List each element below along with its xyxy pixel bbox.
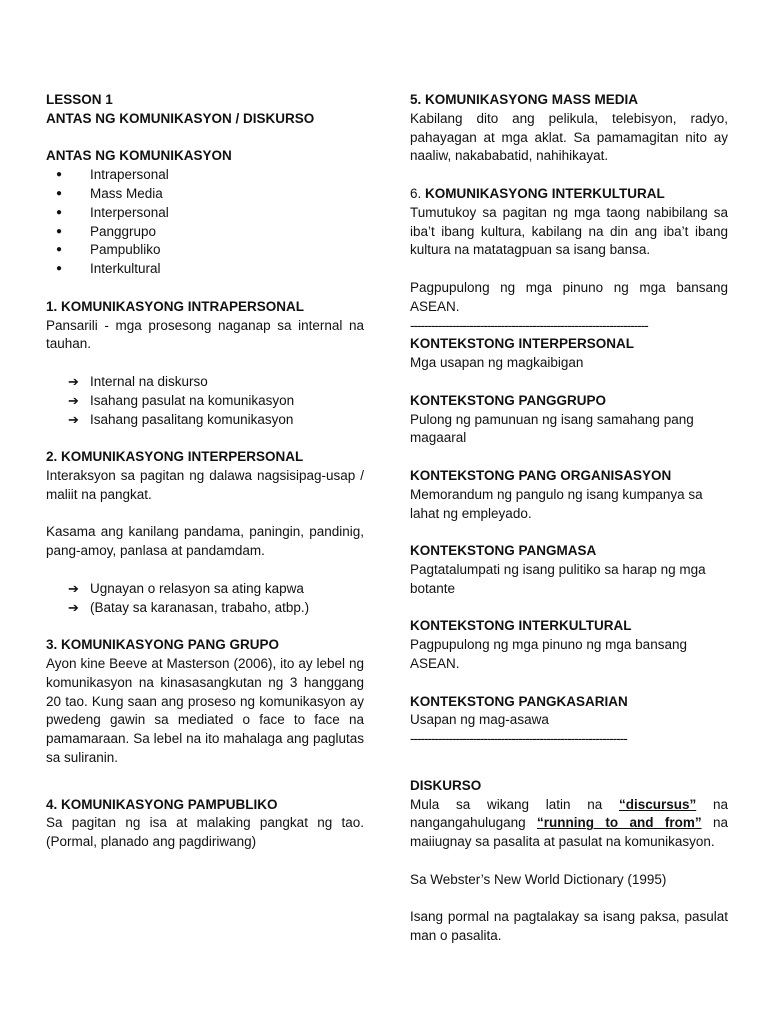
section-text: Pansarili - mga prosesong naganap sa internal na tauhan. xyxy=(46,317,364,352)
list-item: ➔ Isahang pasulat na komunikasyon xyxy=(46,392,364,411)
context-text: Memorandum ng pangulo ng isang kumpanya sa lahat ng empleyado. xyxy=(410,486,703,521)
section-heading-interkultural xyxy=(410,185,728,204)
section-text: Pagpupulong ng mga pinuno ng mga bansang ASEAN. xyxy=(410,279,728,314)
context-heading: KONTEKSTONG INTERKULTURAL xyxy=(410,618,632,634)
lesson-label: LESSON 1 xyxy=(46,92,113,107)
section-heading-text: KOMUNIKASYONG INTERKULTURAL xyxy=(425,185,665,201)
section-text: Sa pagitan ng isa at malaking pangkat ng tao. (Pormal, planado ang pagdiriwang) xyxy=(46,815,364,850)
context-text: Pulong ng pamunuan ng isang samahang pang magaaral xyxy=(410,411,694,446)
section-text: Kabilang dito ang pelikula, telebisyon, radyo, pahayagan at mga aklat. Sa pamamagitan nito ay naaliw, nakababatid, nahihikayat. xyxy=(410,110,728,164)
list-item: ➔ Internal na diskurso xyxy=(46,373,364,392)
text-run: na nangangahulugang xyxy=(410,796,728,831)
intrapersonal-points xyxy=(46,373,364,429)
list-item: ➔ Isahang pasalitang komunikasyon xyxy=(46,411,364,430)
section-number: 6. xyxy=(410,185,426,201)
list-item: ● Interkultural xyxy=(46,260,364,279)
section-text: Tumutukoy sa pagitan ng mga taong nabibilang sa iba’t ibang kultura, kabilang na din ang iba’t ibang kultura na matatagpuan sa isang bansa. xyxy=(410,204,728,258)
context-text: Usapan ng mag-asawa xyxy=(410,712,549,728)
interpersonal-points xyxy=(46,580,364,618)
list-item: ● Intrapersonal xyxy=(46,166,364,185)
context-heading: KONTEKSTONG PANGGRUPO xyxy=(410,392,607,408)
text-run: na maiiugnay sa pasalita at pasulat na komunikasyon. xyxy=(410,815,728,850)
section-heading-interpersonal: 2. KOMUNIKASYONG INTERPERSONAL xyxy=(46,449,304,465)
context-heading: KONTEKSTONG PANG ORGANISASYON xyxy=(410,467,672,483)
list-item: ● Interpersonal xyxy=(46,204,364,223)
section-heading-mass-media: 5. KOMUNIKASYONG MASS MEDIA xyxy=(410,92,639,107)
list-item: ➔ Ugnayan o relasyon sa ating kapwa xyxy=(46,580,364,599)
diskurso-heading: DISKURSO xyxy=(410,777,482,793)
context-heading: KONTEKSTONG INTERPERSONAL xyxy=(410,336,635,352)
section-heading-pampubliko: 4. KOMUNIKASYONG PAMPUBLIKO xyxy=(46,796,278,812)
divider: -------------------------------------------------------------- xyxy=(410,731,627,747)
list-item: ➔ (Batay sa karanasan, trabaho, atbp.) xyxy=(46,599,364,618)
context-text: Pagpupulong ng mga pinuno ng mga bansang ASEAN. xyxy=(410,637,687,671)
diskurso-text: Isang pormal na pagtalakay sa isang paksa, pasulat man o pasalita. xyxy=(410,909,728,944)
context-heading: KONTEKSTONG PANGMASA xyxy=(410,543,597,559)
list-item: ● Panggrupo xyxy=(46,223,364,242)
dictionary-reference: Sa Webster’s New World Dictionary (1995) xyxy=(410,871,667,887)
section-text: Interaksyon sa pagitan ng dalawa nagsisipag-usap / maliit na pangkat. xyxy=(46,467,364,502)
context-text: Pagtatalumpati ng isang pulitiko sa harap ng mga botante xyxy=(410,561,706,596)
right-column xyxy=(410,91,728,946)
divider: -------------------------------------------------------------------- xyxy=(410,317,648,333)
lesson-title: ANTAS NG KOMUNIKASYON / DISKURSO xyxy=(46,110,315,126)
levels-heading: ANTAS NG KOMUNIKASYON xyxy=(46,148,232,164)
section-heading-pang-grupo: 3. KOMUNIKASYONG PANG GRUPO xyxy=(46,637,280,653)
section-heading-intrapersonal: 1. KOMUNIKASYONG INTRAPERSONAL xyxy=(46,298,305,314)
section-text: Kasama ang kanilang pandama, paningin, pandinig, pang-amoy, panlasa at pandamdam. xyxy=(46,524,364,559)
list-item: ● Pampubliko xyxy=(46,241,364,260)
context-heading: KONTEKSTONG PANGKASARIAN xyxy=(410,693,628,709)
section-text: Ayon kine Beeve at Masterson (2006), ito ay lebel ng komunikasyon na kinasasangkutan ng 3 hanggang 20 tao. Kung saan ang proseso ng komunikasyon ay pwedeng gawin sa mediated o face to face na pamamaraan. Sa lebel na ito mahalaga ang paglutas sa suliranin. xyxy=(46,655,364,765)
levels-list xyxy=(46,166,364,279)
term-discursus: “discursus” xyxy=(618,796,697,812)
left-column xyxy=(46,91,364,852)
context-text: Mga usapan ng magkaibigan xyxy=(410,355,584,371)
diskurso-definition xyxy=(410,796,728,852)
text-run: Mula sa wikang latin na xyxy=(410,796,619,812)
list-item: ● Mass Media xyxy=(46,185,364,204)
term-running: “running to and from” xyxy=(537,815,702,831)
